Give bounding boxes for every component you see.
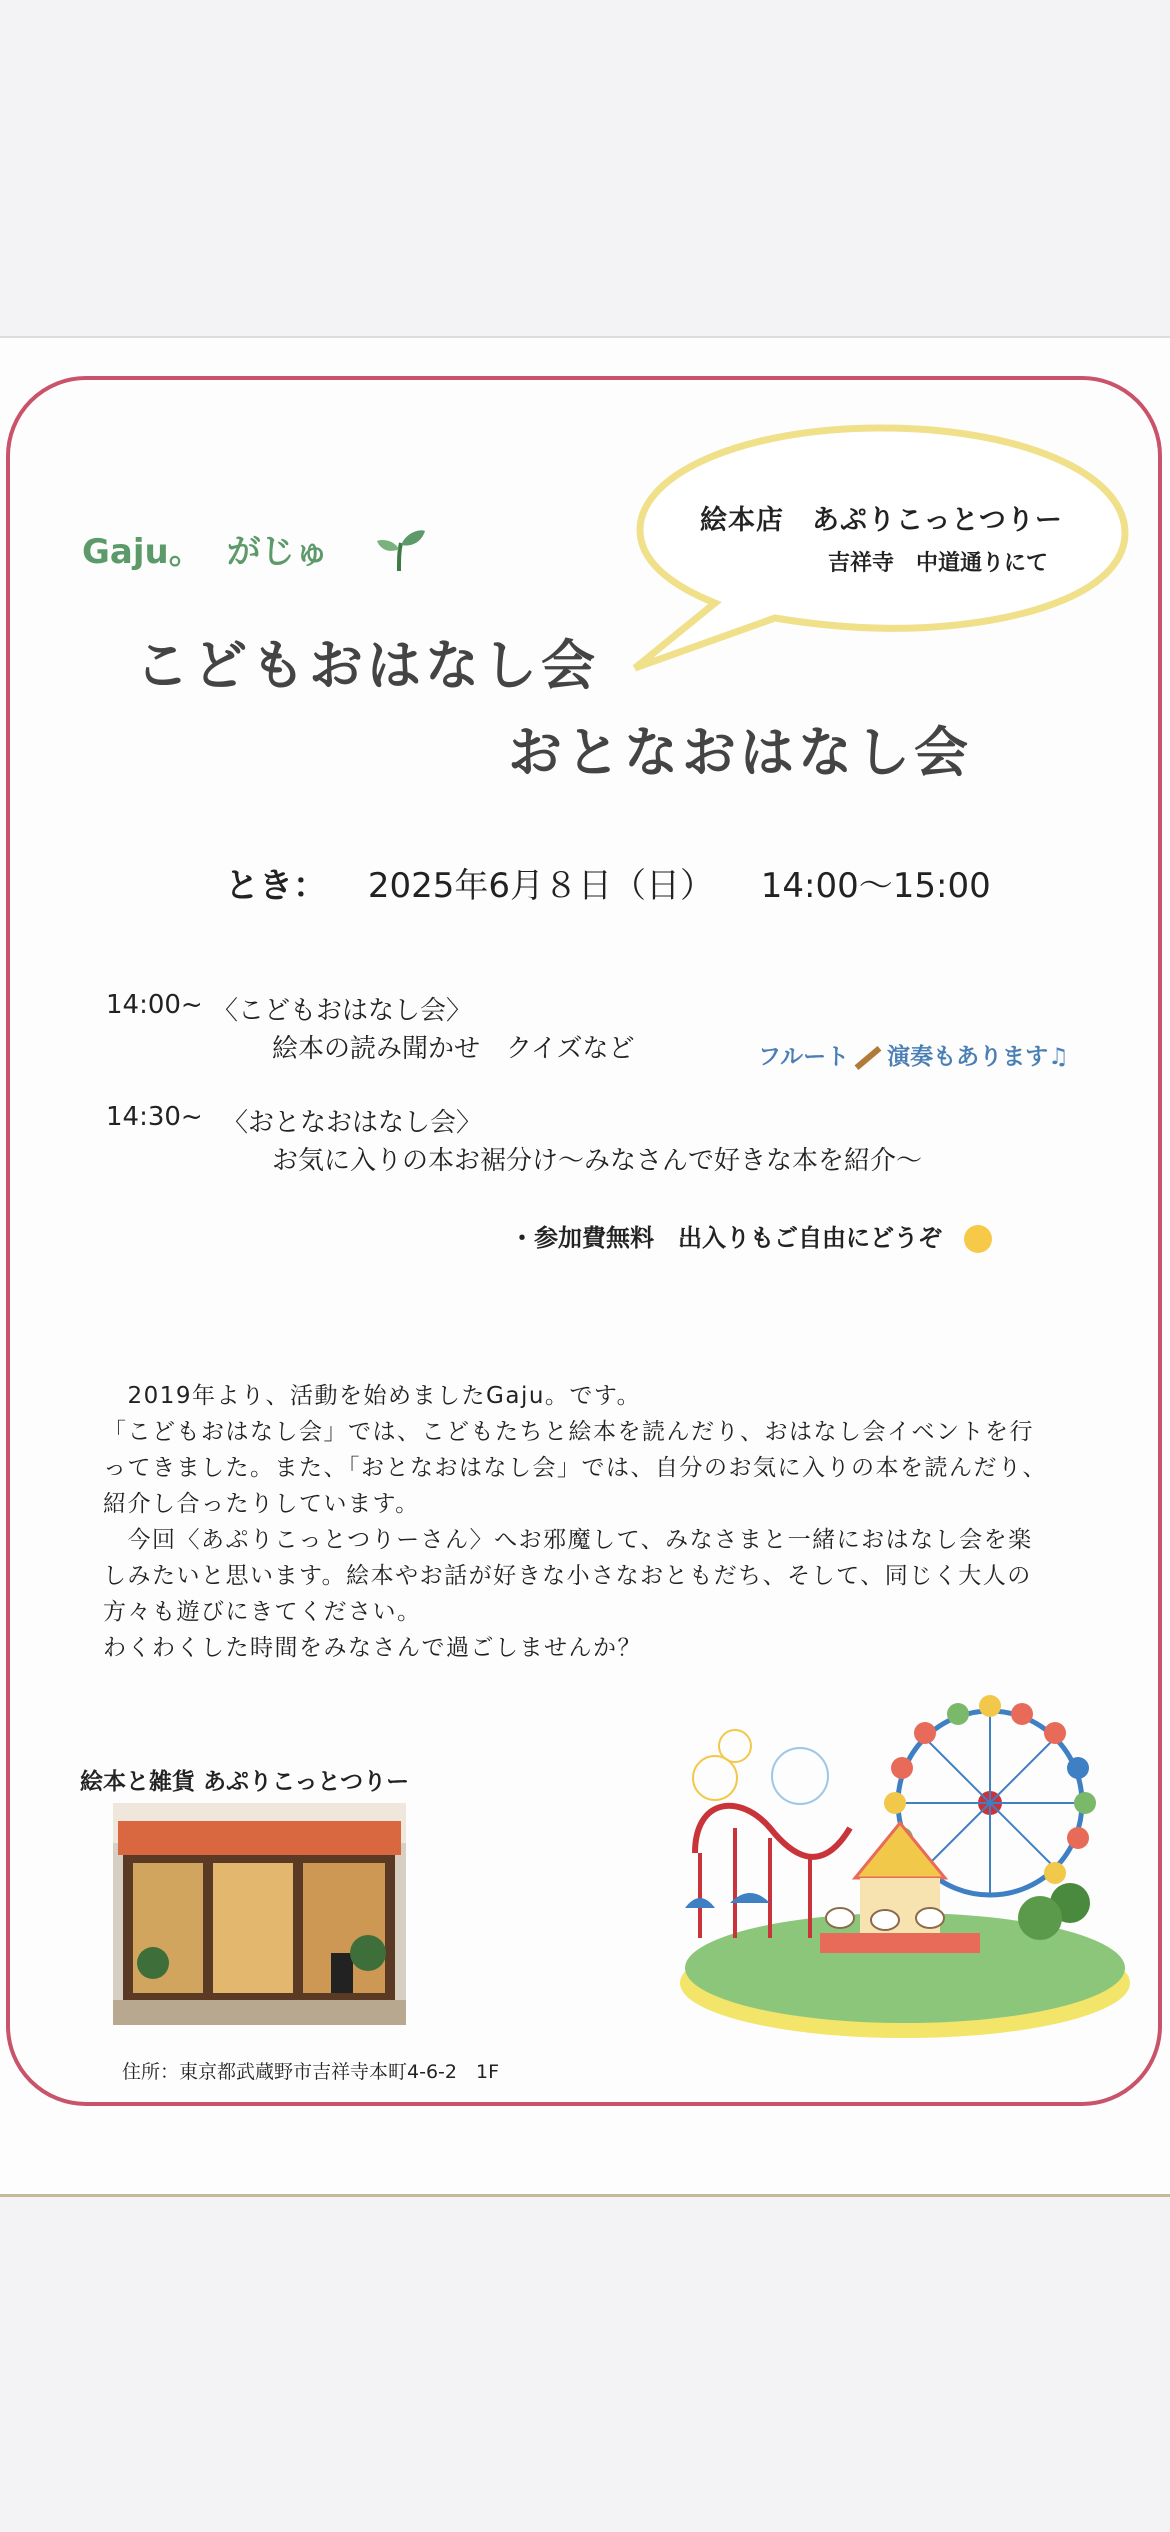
event-time: 14:00〜15:00 <box>760 866 991 906</box>
event-date: 2025年6月８日（日） <box>367 866 714 906</box>
flute-note <box>758 1038 1069 1071</box>
schedule-adults-name: 〈おとなおはなし会〉 <box>222 1108 483 1138</box>
smiley-icon <box>964 1225 992 1253</box>
flute-icon <box>855 1046 882 1070</box>
title-kids: こどもおはなし会 <box>135 634 599 697</box>
shop-label: 絵本と雑貨 あぷりこっとつりー <box>80 1769 410 1795</box>
intro-line: 今回〈あぷりこっとつりーさん〉へお邪魔して、みなさまと一緒におはなし会を楽しみたいと思います。絵本やお話が好きな小さなおともだち、そして、同じく大人の方々も遊びにきてください。 <box>103 1527 1033 1625</box>
intro-text <box>103 1378 1048 1666</box>
brand-name: Gaju。 <box>82 531 203 572</box>
intro-line: わくわくした時間をみなさんで過ごしませんか？ <box>103 1635 642 1661</box>
intro-line: 「こどもおはなし会」では、こどもたちと絵本を読んだり、おはなし会イベントを行ってきました。また、「おとなおはなし会」では、自分のお気に入りの本を読んだり、紹介し合ったりしています。 <box>103 1419 1047 1517</box>
sprout-icon <box>369 523 429 573</box>
schedule-kids-time: 14:00~ <box>106 990 203 1020</box>
schedule-kids-detail: 絵本の読み聞かせ クイズなど <box>272 1034 635 1064</box>
fee-note <box>510 1218 992 1253</box>
fee-text: ・参加費無料 出入りもご自由にどうぞ <box>510 1224 942 1252</box>
amusement-park-illustration <box>660 1678 1130 2058</box>
shop-photo <box>113 1803 406 2025</box>
shop-address: 住所：東京都武蔵野市吉祥寺本町4-6-2 1F <box>122 2061 499 2083</box>
when-label: とき： <box>225 866 327 906</box>
bubble-shop-name: 絵本店 あぷりこっとつりー <box>700 505 1063 536</box>
flyer <box>0 336 1170 2197</box>
brand-logo <box>82 523 429 573</box>
schedule-kids-name: 〈こどもおはなし会〉 <box>212 996 473 1026</box>
event-datetime <box>225 858 991 907</box>
brand-kana: がじゅ <box>226 531 329 572</box>
flute-prefix: フルート <box>758 1044 850 1070</box>
flute-suffix: 演奏もあります♫ <box>887 1044 1069 1070</box>
schedule-adults-time: 14:30~ <box>106 1102 203 1132</box>
bubble-location: 吉祥寺 中道通りにて <box>828 551 1049 576</box>
title-adults: おとなおはなし会 <box>508 721 972 784</box>
intro-line: 2019年より、活動を始めましたGaju。です。 <box>103 1383 642 1409</box>
schedule-adults-detail: お気に入りの本お裾分け〜みなさんで好きな本を紹介〜 <box>272 1146 923 1176</box>
